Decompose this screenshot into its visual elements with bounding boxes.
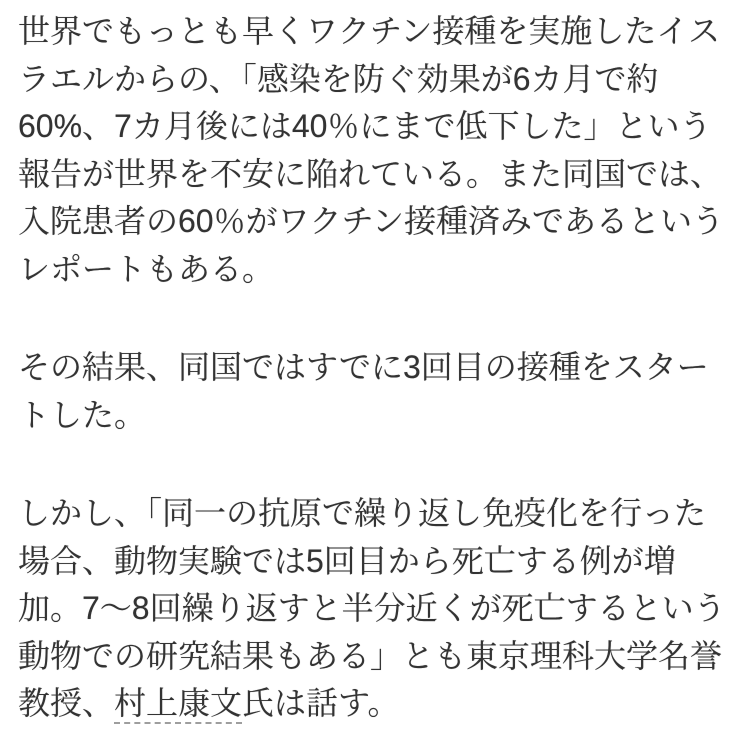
text-line: ラエルからの、「感染を防ぐ効果が6カ月で約 — [18, 60, 659, 97]
text-line: 動物での研究結果もある」とも東京理科大学名誉 — [18, 637, 723, 674]
text-line: トした。 — [18, 396, 147, 433]
text-line: その結果、同国ではすでに3回目の接種をスター — [18, 349, 709, 385]
text-line: 世界でもっとも早くワクチン接種を実施したイス — [18, 13, 721, 49]
text-line — [18, 680, 742, 728]
text-line: しかし、「同一の抗原で繰り返し免疫化を行った — [18, 495, 707, 531]
paragraph-animal-study — [18, 490, 742, 728]
text-line: 報告が世界を不安に陥れている。また同国では、 — [18, 155, 723, 192]
paragraph-israel-report — [18, 8, 742, 293]
text-line: 60%、7カ月後には40％にまで低下した」という — [18, 108, 712, 144]
last-line-prefix: 教授、 — [18, 685, 115, 721]
annotated-name-link[interactable]: 村上康文 — [114, 685, 242, 724]
last-line-suffix: 氏は話す。 — [242, 685, 400, 721]
text-line: 場合、動物実験では5回目から死亡する例が増 — [18, 542, 676, 579]
paragraph-third-dose — [18, 344, 742, 439]
text-line: レポートもある。 — [18, 250, 275, 287]
text-line: 加。7〜8回繰り返すと半分近くが死亡するという — [18, 590, 726, 626]
text-line: 入院患者の60％がワクチン接種済みであるという — [18, 203, 724, 239]
